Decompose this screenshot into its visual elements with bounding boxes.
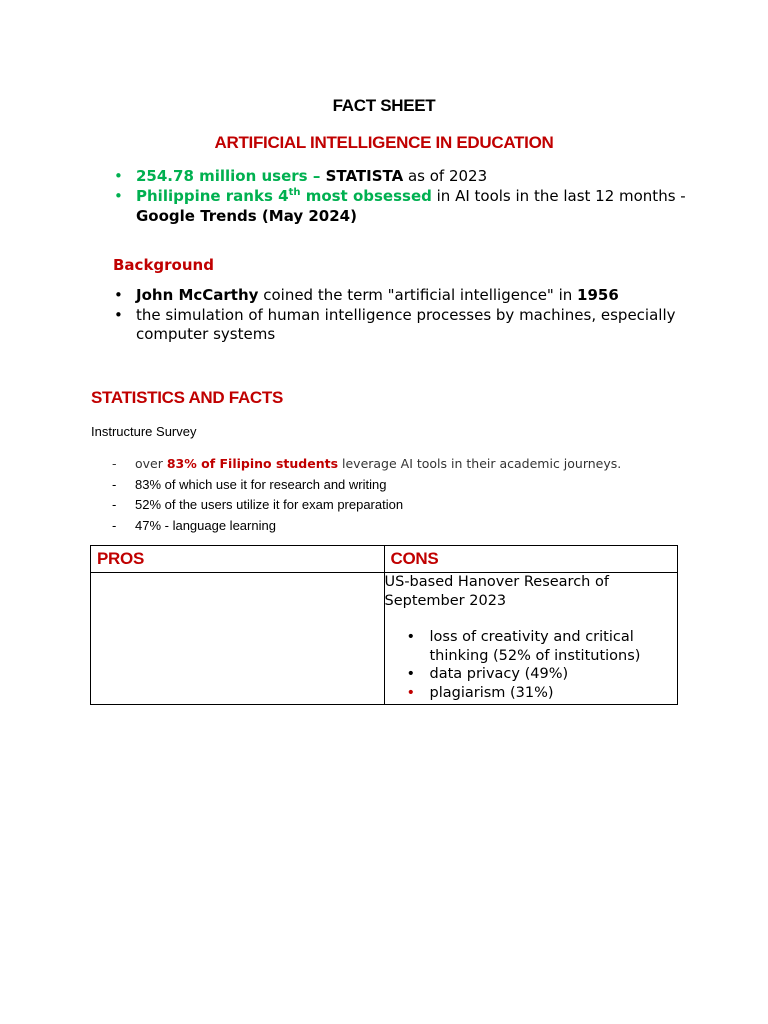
- highlights-list: [114, 166, 686, 226]
- list-item: • plagiarism (31%): [406, 684, 554, 701]
- table-row: [91, 573, 678, 705]
- bullet-icon: •: [114, 286, 123, 304]
- cons-header: CONS: [384, 546, 678, 573]
- cons-intro: US-based Hanover Research of September 2023: [384, 574, 609, 609]
- list-item: - 83% of which use it for research and writing: [135, 475, 695, 496]
- dash-bullet-icon: -: [112, 497, 117, 512]
- bullet-icon: •: [406, 684, 416, 701]
- survey-label: Instructure Survey: [91, 424, 197, 439]
- list-item: - 47% - language learning: [135, 516, 695, 537]
- bullet-icon: •: [114, 305, 123, 324]
- bullet-icon: •: [406, 629, 416, 645]
- list-item: • data privacy (49%): [406, 666, 569, 682]
- pros-header: PROS: [91, 546, 385, 573]
- cons-list: [385, 628, 678, 702]
- document-title: FACT SHEET: [332, 96, 436, 115]
- list-item: • loss of creativity and critical thinking (52% of institutions): [406, 629, 641, 664]
- pros-cell: [91, 573, 385, 705]
- bullet-icon: •: [114, 167, 123, 185]
- background-heading: Background: [113, 256, 214, 274]
- list-item: • John McCarthy coined the term "artificial intelligence" in 1956: [114, 286, 619, 304]
- statistics-heading: STATISTICS AND FACTS: [91, 388, 284, 407]
- survey-list: [112, 454, 695, 536]
- bullet-icon: •: [114, 187, 123, 205]
- background-list: [114, 286, 686, 345]
- dash-bullet-icon: -: [112, 456, 117, 471]
- list-item: - over 83% of Filipino students leverage AI tools in their academic journeys.: [135, 454, 695, 475]
- table-header-row: [91, 546, 678, 573]
- list-item: - 52% of the users utilize it for exam preparation: [135, 495, 695, 516]
- dash-bullet-icon: -: [112, 517, 117, 533]
- list-item: • 254.78 million users – STATISTA as of 2023: [114, 167, 488, 185]
- list-item: • Philippine ranks 4th most obsessed in AI tools in the last 12 months - Google Trends (May 2024): [114, 187, 686, 225]
- list-item: • the simulation of human intelligence processes by machines, especially computer systems: [114, 305, 676, 343]
- document-subtitle: ARTIFICIAL INTELLIGENCE IN EDUCATION: [214, 133, 554, 152]
- pros-cons-table: [90, 545, 678, 705]
- cons-cell: [384, 573, 678, 705]
- dash-bullet-icon: -: [112, 476, 117, 492]
- bullet-icon: •: [406, 666, 416, 682]
